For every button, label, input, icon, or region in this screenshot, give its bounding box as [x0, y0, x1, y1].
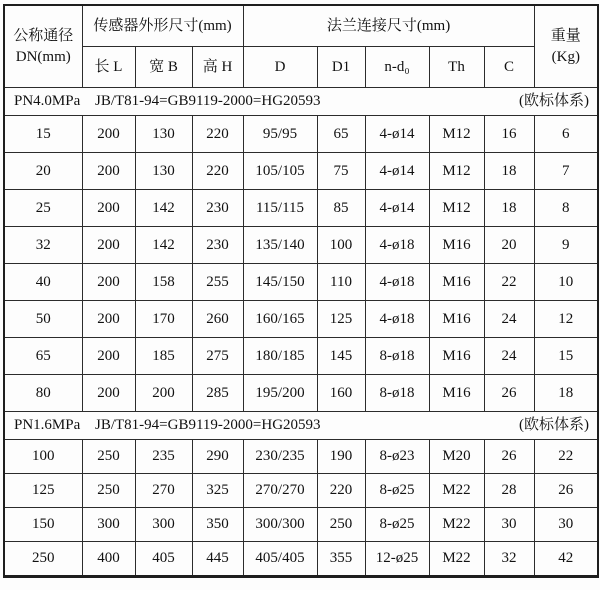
table-cell: 235	[135, 440, 192, 474]
table-cell: 185	[135, 338, 192, 375]
subheader-d: D	[243, 47, 317, 88]
table-cell: 18	[484, 190, 534, 227]
table-cell: 18	[534, 375, 598, 412]
table-cell: 405	[135, 542, 192, 577]
section-row-pn40	[4, 88, 598, 116]
table-cell: M22	[429, 474, 484, 508]
table-cell: 200	[82, 264, 135, 301]
table-row	[4, 301, 598, 338]
table-cell: 32	[484, 542, 534, 577]
table-cell: 22	[484, 264, 534, 301]
table-cell: 170	[135, 301, 192, 338]
table-cell: 24	[484, 301, 534, 338]
table-cell: 16	[484, 116, 534, 153]
cell-dn: 125	[4, 474, 82, 508]
subheader-c: C	[484, 47, 534, 88]
cell-dn: 25	[4, 190, 82, 227]
table-cell: 250	[317, 508, 365, 542]
standard-code-label: JB/T81-94=GB9119-2000=HG20593	[95, 417, 321, 434]
table-cell: 65	[317, 116, 365, 153]
table-cell: 190	[317, 440, 365, 474]
table-cell: 300	[82, 508, 135, 542]
table-cell: 200	[82, 153, 135, 190]
spec-table	[3, 4, 599, 578]
table-cell: 145	[317, 338, 365, 375]
cell-dn: 50	[4, 301, 82, 338]
table-cell: 125	[317, 301, 365, 338]
table-cell: 200	[135, 375, 192, 412]
table-cell: 8-ø23	[365, 440, 429, 474]
subheader-d1: D1	[317, 47, 365, 88]
table-cell: 8	[534, 190, 598, 227]
table-cell: 9	[534, 227, 598, 264]
section-row-pn16	[4, 412, 598, 440]
table-row	[4, 153, 598, 190]
table-cell: 42	[534, 542, 598, 577]
table-cell: 105/105	[243, 153, 317, 190]
table-cell: M12	[429, 116, 484, 153]
table-cell: 28	[484, 474, 534, 508]
table-cell: 160	[317, 375, 365, 412]
table-cell: M16	[429, 338, 484, 375]
table-cell: M12	[429, 153, 484, 190]
standard-system-note: (欧标体系)	[519, 93, 590, 110]
table-cell: M16	[429, 375, 484, 412]
table-cell: M22	[429, 542, 484, 577]
cell-dn: 150	[4, 508, 82, 542]
cell-dn: 20	[4, 153, 82, 190]
table-cell: 260	[192, 301, 243, 338]
table-cell: 26	[534, 474, 598, 508]
subheader-width: 宽 B	[135, 47, 192, 88]
table-row	[4, 375, 598, 412]
table-cell: 200	[82, 301, 135, 338]
table-cell: 130	[135, 153, 192, 190]
table-cell: 142	[135, 190, 192, 227]
table-cell: 75	[317, 153, 365, 190]
table-cell: 200	[82, 338, 135, 375]
table-cell: 7	[534, 153, 598, 190]
pressure-rating-label: PN1.6MPa	[14, 417, 81, 434]
table-cell: 4-ø14	[365, 116, 429, 153]
table-cell: 18	[484, 153, 534, 190]
table-row	[4, 338, 598, 375]
table-cell: 8-ø18	[365, 375, 429, 412]
table-cell: 220	[192, 153, 243, 190]
table-row	[4, 508, 598, 542]
table-cell: 115/115	[243, 190, 317, 227]
table-cell: 8-ø25	[365, 474, 429, 508]
table-row	[4, 116, 598, 153]
table-cell: 270	[135, 474, 192, 508]
table-cell: M16	[429, 264, 484, 301]
subheader-height: 高 H	[192, 47, 243, 88]
table-row	[4, 227, 598, 264]
table-cell: 4-ø18	[365, 264, 429, 301]
table-cell: 20	[484, 227, 534, 264]
table-cell: 30	[534, 508, 598, 542]
table-cell: 130	[135, 116, 192, 153]
table-cell: 275	[192, 338, 243, 375]
table-cell: 12	[534, 301, 598, 338]
table-cell: 325	[192, 474, 243, 508]
table-cell: 6	[534, 116, 598, 153]
header-dn-line2: DN(mm)	[15, 48, 71, 65]
table-cell: M22	[429, 508, 484, 542]
standard-code-label: JB/T81-94=GB9119-2000=HG20593	[95, 93, 321, 110]
table-cell: 100	[317, 227, 365, 264]
standard-system-note: (欧标体系)	[519, 417, 590, 434]
cell-dn: 15	[4, 116, 82, 153]
cell-dn: 40	[4, 264, 82, 301]
cell-dn: 100	[4, 440, 82, 474]
subheader-n-d0: n-d₀	[365, 47, 429, 88]
table-row	[4, 440, 598, 474]
table-cell: 230/235	[243, 440, 317, 474]
table-row	[4, 542, 598, 577]
header-weight-line2: (Kg)	[551, 48, 580, 65]
table-cell: 4-ø18	[365, 227, 429, 264]
table-cell: 30	[484, 508, 534, 542]
table-cell: 142	[135, 227, 192, 264]
table-cell: 10	[534, 264, 598, 301]
table-cell: 220	[192, 116, 243, 153]
table-cell: 220	[317, 474, 365, 508]
table-cell: 400	[82, 542, 135, 577]
table-cell: 12-ø25	[365, 542, 429, 577]
header-dn-line1: 公称通径	[13, 28, 74, 45]
table-cell: 22	[534, 440, 598, 474]
table-cell: 300/300	[243, 508, 317, 542]
header-flange-dims-group: 法兰连接尺寸(mm)	[243, 5, 534, 47]
table-cell: 180/185	[243, 338, 317, 375]
table-row	[4, 474, 598, 508]
table-cell: 26	[484, 440, 534, 474]
table-cell: 8-ø18	[365, 338, 429, 375]
table-cell: 145/150	[243, 264, 317, 301]
subheader-th: Th	[429, 47, 484, 88]
table-cell: 355	[317, 542, 365, 577]
table-cell: 85	[317, 190, 365, 227]
table-cell: 8-ø25	[365, 508, 429, 542]
table-cell: 230	[192, 190, 243, 227]
table-cell: 158	[135, 264, 192, 301]
table-cell: 300	[135, 508, 192, 542]
table-cell: M20	[429, 440, 484, 474]
table-cell: 4-ø14	[365, 190, 429, 227]
spec-sheet-page	[0, 4, 600, 590]
table-cell: 160/165	[243, 301, 317, 338]
table-cell: 135/140	[243, 227, 317, 264]
table-cell: 250	[82, 440, 135, 474]
cell-dn: 65	[4, 338, 82, 375]
table-cell: 15	[534, 338, 598, 375]
table-cell: 200	[82, 227, 135, 264]
table-cell: 95/95	[243, 116, 317, 153]
table-cell: 445	[192, 542, 243, 577]
table-cell: 350	[192, 508, 243, 542]
subheader-length: 长 L	[82, 47, 135, 88]
table-cell: 110	[317, 264, 365, 301]
header-weight-line1: 重量	[550, 28, 581, 45]
table-cell: 230	[192, 227, 243, 264]
table-cell: 26	[484, 375, 534, 412]
table-cell: M16	[429, 227, 484, 264]
header-weight	[534, 5, 598, 88]
pressure-rating-label: PN4.0MPa	[14, 93, 81, 110]
table-cell: 405/405	[243, 542, 317, 577]
table-cell: 195/200	[243, 375, 317, 412]
table-cell: 200	[82, 190, 135, 227]
table-cell: 270/270	[243, 474, 317, 508]
table-cell: 4-ø18	[365, 301, 429, 338]
table-row	[4, 264, 598, 301]
table-cell: 255	[192, 264, 243, 301]
cell-dn: 80	[4, 375, 82, 412]
table-cell: 200	[82, 375, 135, 412]
table-cell: M12	[429, 190, 484, 227]
table-cell: 290	[192, 440, 243, 474]
table-cell: 250	[82, 474, 135, 508]
table-cell: 285	[192, 375, 243, 412]
table-cell: 24	[484, 338, 534, 375]
table-row	[4, 190, 598, 227]
table-cell: M16	[429, 301, 484, 338]
cell-dn: 32	[4, 227, 82, 264]
table-cell: 4-ø14	[365, 153, 429, 190]
header-sensor-dims-group: 传感器外形尺寸(mm)	[82, 5, 243, 47]
table-cell: 200	[82, 116, 135, 153]
cell-dn: 250	[4, 542, 82, 577]
header-dn	[4, 5, 82, 88]
